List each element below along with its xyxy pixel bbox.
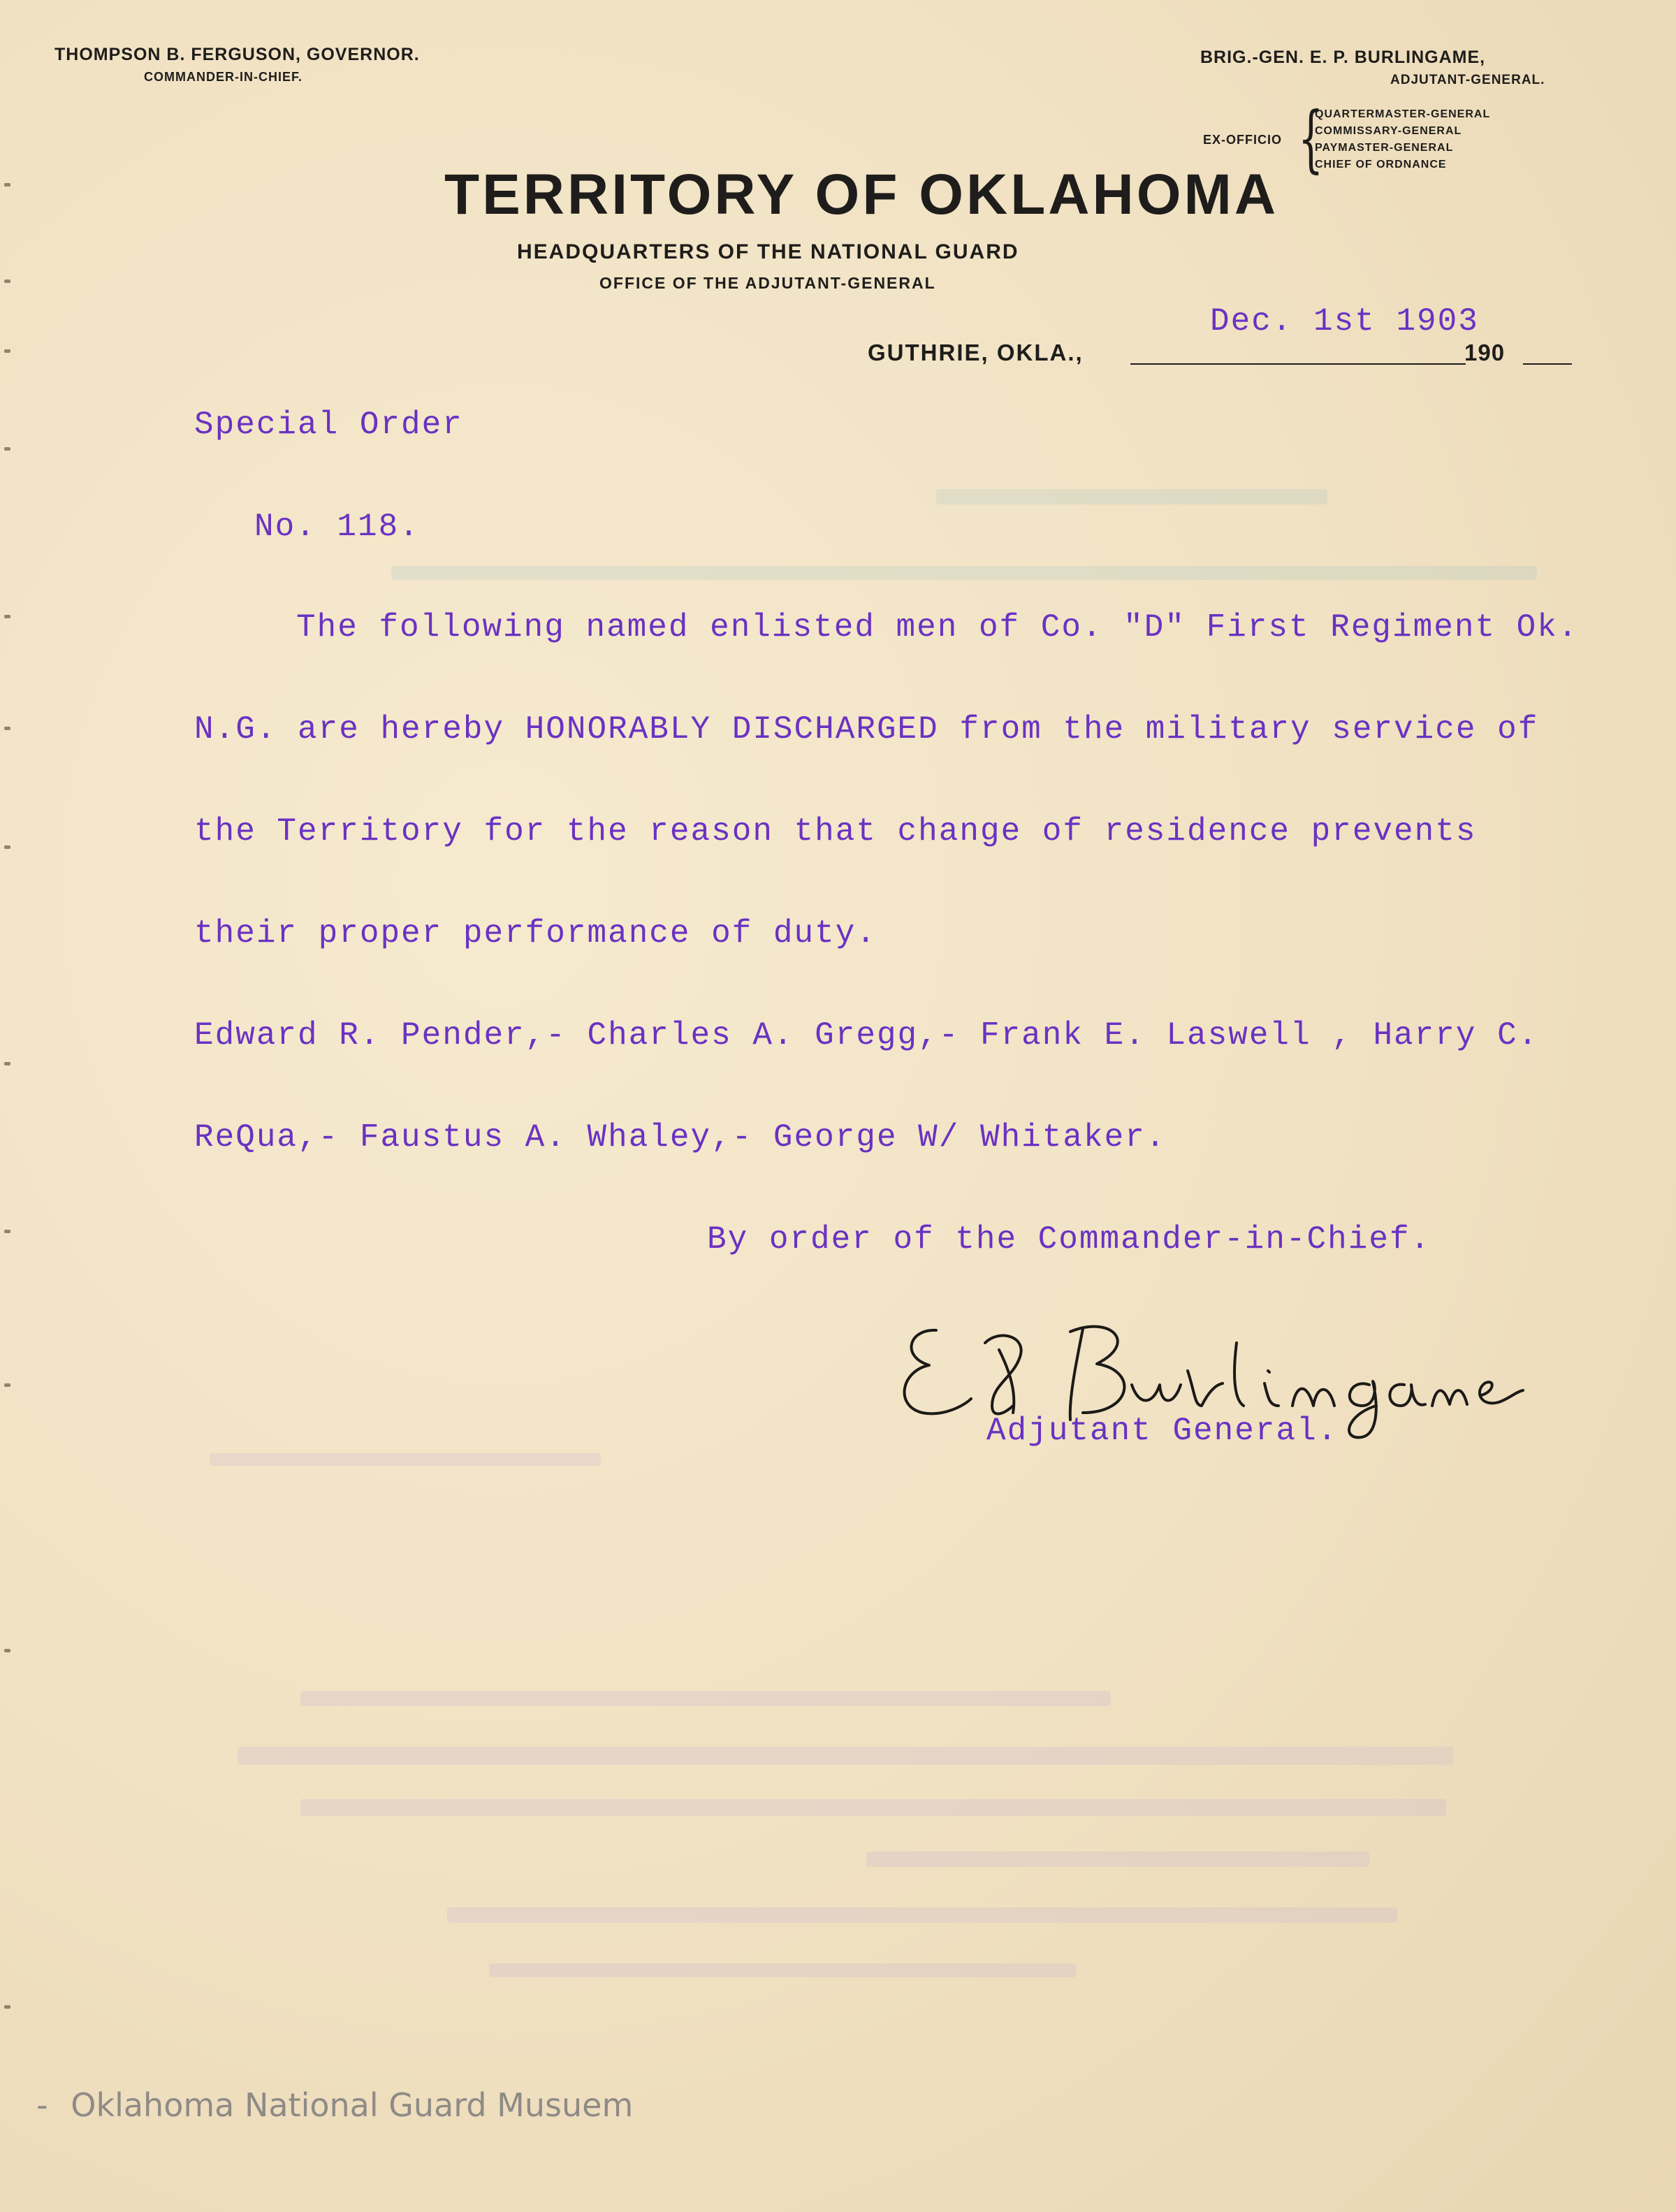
adjutant-name: BRIG.-GEN. E. P. BURLINGAME, <box>1200 48 1486 67</box>
binder-hole <box>4 615 10 618</box>
watermark-dash: - <box>36 2086 48 2124</box>
adjutant-title: ADJUTANT-GENERAL. <box>1390 73 1545 87</box>
bleed-through-mark <box>936 489 1327 504</box>
binder-hole <box>4 1230 10 1233</box>
order-heading: Special Order <box>194 407 463 443</box>
letterhead-title: TERRITORY OF OKLAHOMA <box>444 163 1279 226</box>
closing-line: By order of the Commander-in-Chief. <box>707 1221 1431 1258</box>
letterhead-subtitle: HEADQUARTERS OF THE NATIONAL GUARD <box>517 240 1019 263</box>
binder-hole <box>4 727 10 730</box>
binder-hole <box>4 447 10 451</box>
bleed-through-mark <box>489 1963 1076 1977</box>
names-line: Edward R. Pender,- Charles A. Gregg,- Frank E. Laswell , Harry C. <box>194 1017 1539 1054</box>
ex-officio-role: CHIEF OF ORDNANCE <box>1315 159 1447 170</box>
order-date: Dec. 1st 1903 <box>1210 303 1479 340</box>
bleed-through-mark <box>210 1453 601 1466</box>
binder-hole <box>4 279 10 283</box>
letterhead-office: OFFICE OF THE ADJUTANT-GENERAL <box>599 274 936 292</box>
ex-officio-role: PAYMASTER-GENERAL <box>1315 142 1454 154</box>
bleed-through-mark <box>391 566 1537 580</box>
governor-name: THOMPSON B. FERGUSON, GOVERNOR. <box>54 45 420 64</box>
order-number: No. 118. <box>254 509 420 545</box>
bleed-through-mark <box>447 1907 1397 1923</box>
body-line: their proper performance of duty. <box>194 915 877 952</box>
ex-officio-roles <box>1315 106 1490 173</box>
year-prefix: 190 <box>1464 340 1506 365</box>
bleed-through-mark <box>238 1747 1453 1765</box>
names-line: ReQua,- Faustus A. Whaley,- George W/ Whitaker. <box>194 1119 1167 1156</box>
ex-officio-role: COMMISSARY-GENERAL <box>1315 125 1462 137</box>
bleed-through-mark <box>300 1799 1446 1816</box>
watermark-text: Oklahoma National Guard Musuem <box>71 2086 634 2124</box>
bleed-through-mark <box>866 1851 1369 1867</box>
ex-officio-label: EX-OFFICIO <box>1203 133 1282 147</box>
binder-hole <box>4 845 10 849</box>
museum-watermark <box>36 2086 633 2124</box>
brace-icon: { <box>1298 96 1324 181</box>
body-line: N.G. are hereby HONORABLY DISCHARGED from the military service of <box>194 711 1539 748</box>
binder-hole <box>4 1062 10 1065</box>
signer-title: Adjutant General. <box>986 1413 1339 1449</box>
bleed-through-mark <box>300 1691 1111 1706</box>
governor-title: COMMANDER-IN-CHIEF. <box>144 70 303 84</box>
body-line: the Territory for the reason that change of residence prevents <box>194 813 1477 850</box>
ex-officio-role: QUARTERMASTER-GENERAL <box>1315 108 1491 120</box>
binder-hole <box>4 1649 10 1652</box>
date-underline <box>1523 363 1572 365</box>
binder-hole <box>4 1383 10 1387</box>
binder-hole <box>4 2005 10 2009</box>
place-label: GUTHRIE, OKLA., <box>868 340 1084 365</box>
binder-hole <box>4 183 10 187</box>
binder-hole <box>4 349 10 353</box>
body-line: The following named enlisted men of Co. "D" First Regiment Ok. <box>296 609 1579 646</box>
date-underline <box>1130 363 1466 365</box>
